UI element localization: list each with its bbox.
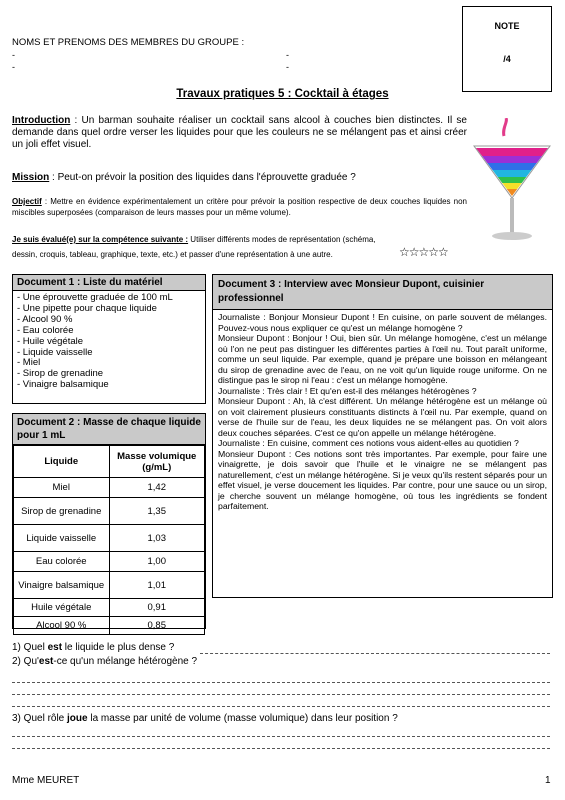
cell-masse: 0,91 [109, 599, 205, 617]
interview-paragraph: Journaliste : Très clair ! Et qu'en est-il des mélanges hétérogènes ? [218, 385, 477, 396]
question-3-part: la masse par unité de volume (masse volumique) dans leur position ? [87, 713, 398, 724]
question-1-part: 1) Quel [12, 642, 48, 653]
objectif-text: : Mettre en évidence expérimentalement un critère pour prévoir la position respective de deux couches liquides non miscibles superposées (comparaison de leurs masses pour un même volume). [12, 197, 467, 217]
answer-line-2b[interactable] [12, 694, 550, 695]
mission-text: : Peut-on prévoir la position des liquides dans l'éprouvette graduée ? [49, 172, 356, 183]
material-item: - Liquide vaisselle [17, 346, 93, 358]
note-label: NOTE [494, 21, 520, 31]
introduction-label: Introduction [12, 115, 71, 126]
material-item: - Une pipette pour chaque liquide [17, 302, 157, 314]
question-2-verb: est [38, 656, 54, 667]
question-1 [12, 642, 174, 653]
objectif [12, 196, 467, 218]
question-3 [12, 713, 398, 724]
material-item: - Eau colorée [17, 324, 74, 336]
material-item: - Vinaigre balsamique [17, 379, 109, 391]
answer-line-3a[interactable] [12, 736, 550, 737]
member-dash-1: - [12, 50, 15, 60]
answer-line-3b[interactable] [12, 748, 550, 749]
answer-line-2c[interactable] [12, 706, 550, 707]
competence [12, 232, 400, 262]
interview-paragraph: Journaliste : Bonjour Monsieur Dupont ! En cuisine, on parle souvent de mélanges. Pouvez-vous nous expliquer ce qu'est un mélange homogène ? [218, 312, 547, 333]
introduction [12, 115, 467, 151]
competence-text: Utiliser différents modes de représentation (schéma, dessin, croquis, tableau, graphique, texte, etc.) et passer d'une représentation à une autre. [12, 235, 376, 259]
material-item: - Sirop de grenadine [17, 368, 104, 380]
material-item: - Huile végétale [17, 335, 84, 347]
cell-masse: 1,01 [109, 572, 205, 599]
cell-liquide: Vinaigre balsamique [14, 572, 110, 599]
material-item: - Miel [17, 357, 41, 369]
competence-label: Je suis évalué(e) sur la compétence suivante : [12, 235, 189, 244]
rating-stars[interactable]: ☆☆☆☆☆ [399, 245, 448, 259]
interview-paragraph: Monsieur Dupont : Bonjour ! Oui, bien sûr. Un mélange homogène, c'est un mélange où l'on ne peut pas distinguer les différentes parties à l'œil nu. Tout paraît uniforme, comme un seul liquide. Par exemple, quand je prépare une boisson en mélangeant du sirop de grenadine avec de l'eau, on ne voit qu'un liquide rouge uniforme. On ne distingue pas le sirop ni l'eau : c'est un mélange homogène. [218, 333, 547, 385]
cell-liquide: Liquide vaisselle [14, 525, 110, 552]
document-1-title: Document 1 : Liste du matériel [13, 275, 205, 291]
page-title: Travaux pratiques 5 : Cocktail à étages [176, 88, 389, 100]
page-number: 1 [545, 775, 551, 786]
objectif-label: Objectif [12, 197, 42, 206]
interview-paragraph: Monsieur Dupont : Ah, là c'est différent. Un mélange hétérogène est un mélange où on voit clairement plusieurs constituants distincts à l'œil nu. Par exemple, quand on verse de l'huile sur de l'eau, les deux liquides ne se mélangent pas. On voit alors deux couches séparées. C'est ce qu'on appelle un mélange hétérogène. [218, 396, 547, 438]
answer-line-1[interactable] [200, 653, 550, 654]
member-dash-1-end: - [286, 50, 289, 60]
material-list [13, 291, 205, 391]
document-2-title: Document 2 : Masse de chaque liquide pour 1 mL [13, 414, 205, 445]
density-table [13, 445, 205, 635]
cell-liquide: Alcool 90 % [14, 617, 110, 635]
answer-line-2a[interactable] [12, 682, 550, 683]
cell-masse: 1,00 [109, 552, 205, 572]
introduction-text: : Un barman souhaite réaliser un cocktail sans alcool à couches bien distinctes. Il se demande dans quel ordre verser les liquides pour que les couleurs ne se mélangent pas et ainsi créer un joli effet visuel. [12, 115, 467, 150]
interview-text [213, 310, 552, 514]
cell-liquide: Eau colorée [14, 552, 110, 572]
question-3-verb: joue [67, 713, 88, 724]
material-item: - Alcool 90 % [17, 313, 73, 325]
cell-masse: 1,03 [109, 525, 205, 552]
document-3-title: Document 3 : Interview avec Monsieur Dupont, cuisinier professionnel [213, 275, 552, 310]
cell-liquide: Miel [14, 478, 110, 498]
material-item: - Une éprouvette graduée de 100 mL [17, 292, 173, 303]
cell-liquide: Huile végétale [14, 599, 110, 617]
question-2 [12, 656, 197, 667]
cell-masse: 1,42 [109, 478, 205, 498]
cell-liquide: Sirop de grenadine [14, 498, 110, 525]
member-dash-2: - [12, 62, 15, 72]
group-members-title: NOMS ET PRENOMS DES MEMBRES DU GROUPE : [12, 37, 245, 48]
question-1-verb: est [47, 642, 63, 653]
question-1-part: le liquide le plus dense ? [62, 642, 175, 653]
interview-paragraph: Journaliste : En cuisine, comment ces notions vous aident-elles au quotidien ? [218, 438, 519, 448]
document-2-box [12, 413, 206, 629]
interview-paragraph: Monsieur Dupont : Ces notions sont très importantes. Par exemple, pour faire une vinaigrette, je dois savoir que l'huile et le vinaigre ne se mélangent pas naturellement, c'est un mélange hétérogène. Si je veux qu'ils restent séparés pour un effet visuel, je verse doucement les liquides. Par contre, pour une sauce ou un sirop, je cherche souvent un mélange homogène, où tous les ingrédients se fondent parfaitement. [218, 448, 547, 511]
author-name: Mme MEURET [12, 775, 80, 786]
mission-label: Mission [12, 172, 50, 183]
document-3-box [212, 274, 553, 598]
column-header-liquide: Liquide [14, 446, 110, 478]
question-2-part: -ce qu'un mélange hétérogène ? [53, 656, 198, 667]
document-1-box [12, 274, 206, 404]
cell-masse: 1,35 [109, 498, 205, 525]
question-2-part: 2) Qu' [12, 656, 39, 667]
note-box [462, 6, 552, 92]
cell-masse: 0,85 [109, 617, 205, 635]
column-header-masse: Masse volumique (g/mL) [109, 446, 205, 478]
question-3-part: 3) Quel rôle [12, 713, 68, 724]
mission [12, 172, 467, 184]
member-dash-2-end: - [286, 62, 289, 72]
cocktail-glass-image [470, 118, 555, 246]
note-score: /4 [503, 54, 511, 64]
